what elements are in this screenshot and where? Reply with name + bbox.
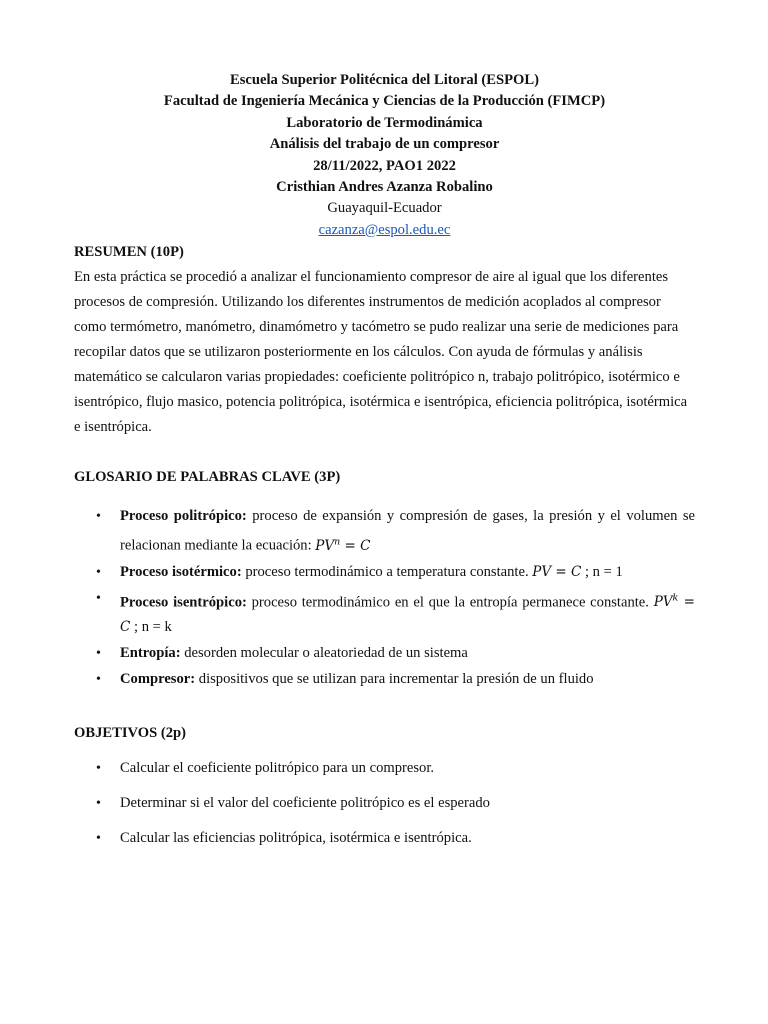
term: Proceso isentrópico: <box>120 594 247 611</box>
resumen-title: RESUMEN (10P) <box>74 244 184 261</box>
resumen-text: En esta práctica se procedió a analizar el funcionamiento compresor de aire al igual que los diferentes procesos de compresión. Utilizando los diferentes instrumentos de medición acoplados al compresor como termómetro, manómetro, dinamómetro y tacómetro se pudo realizar una serie de mediciones para recopilar datos que se utilizaron posteriormente en los cálculos. Con ayuda de fórmulas y análisis matemático se calcularon varias propiedades: coeficiente politrópico n, trabajo politrópico, isotérmico e isentrópico, flujo masico, potencia politrópica, isotérmica e isentrópica, eficiencia politrópica, isotérmica e isentrópica. <box>74 269 688 436</box>
definition-tail: ; n = k <box>130 619 172 636</box>
list-item <box>74 560 695 585</box>
bullet-icon: • <box>96 796 101 812</box>
institution-name: Escuela Superior Politécnica del Litoral (ESPOL) <box>229 72 540 88</box>
equation-base: PV <box>315 537 335 554</box>
author-location: Guayaquil-Ecuador <box>327 200 442 217</box>
definition-tail: ; n = 1 <box>581 563 623 580</box>
term: Compresor: <box>120 671 196 688</box>
equation-base: PV <box>653 594 673 611</box>
definition: proceso termodinámico a temperatura constante. <box>241 563 533 580</box>
definition: dispositivos que se utilizan para incrementar la presión de un fluido <box>195 671 594 688</box>
bullet-icon: • <box>96 590 101 606</box>
equation-rest: = C <box>120 594 695 636</box>
equation <box>532 564 581 580</box>
bullet-icon: • <box>96 564 101 580</box>
glosario-list <box>74 504 695 692</box>
glosario-title: GLOSARIO DE PALABRAS CLAVE (3P) <box>74 469 341 486</box>
definition: desorden molecular o aleatoriedad de un sistema <box>180 645 468 662</box>
list-item <box>74 586 695 641</box>
definition: proceso de expansión y compresión de gases, la presión y el volumen se relacionan mediante la ecuación: <box>120 508 696 554</box>
objective-text: Calcular las eficiencias politrópica, isotérmica e isentrópica. <box>120 830 472 847</box>
list-item <box>74 641 695 666</box>
objetivos-list <box>74 756 695 851</box>
list-item <box>74 667 695 692</box>
equation-exponent: n <box>334 536 341 548</box>
objective-text: Calcular el coeficiente politrópico para un compresor. <box>120 760 435 777</box>
definition: proceso termodinámico en el que la entropía permanece constante. <box>246 594 654 611</box>
term: Proceso politrópico: <box>120 508 247 525</box>
equation-base: PV = C <box>532 563 582 580</box>
bullet-icon: • <box>96 831 101 847</box>
equation-exponent: k <box>672 592 679 604</box>
document-header <box>74 70 695 241</box>
bullet-icon: • <box>96 672 101 688</box>
objective-text: Determinar si el valor del coeficiente politrópico es el esperado <box>120 795 490 812</box>
bullet-icon: • <box>96 761 101 777</box>
list-item <box>74 826 695 851</box>
bullet-icon: • <box>96 509 101 525</box>
list-item <box>74 756 695 781</box>
author-email-link[interactable]: cazanza@espol.edu.ec <box>318 221 451 238</box>
report-title: Análisis del trabajo de un compresor <box>269 136 500 153</box>
term: Entropía: <box>120 645 181 662</box>
list-item <box>74 791 695 816</box>
laboratory-name: Laboratorio de Termodinámica <box>286 114 483 131</box>
term: Proceso isotérmico: <box>120 563 242 580</box>
equation <box>315 538 370 554</box>
faculty-name: Facultad de Ingeniería Mecánica y Ciencias de la Producción (FIMCP) <box>163 93 606 110</box>
report-date: 28/11/2022, PAO1 2022 <box>313 157 456 174</box>
objetivos-title: OBJETIVOS (2p) <box>74 725 187 742</box>
bullet-icon: • <box>96 646 101 662</box>
list-item <box>74 504 695 559</box>
author-name: Cristhian Andres Azanza Robalino <box>276 179 493 196</box>
equation-rest: = C <box>340 537 371 554</box>
